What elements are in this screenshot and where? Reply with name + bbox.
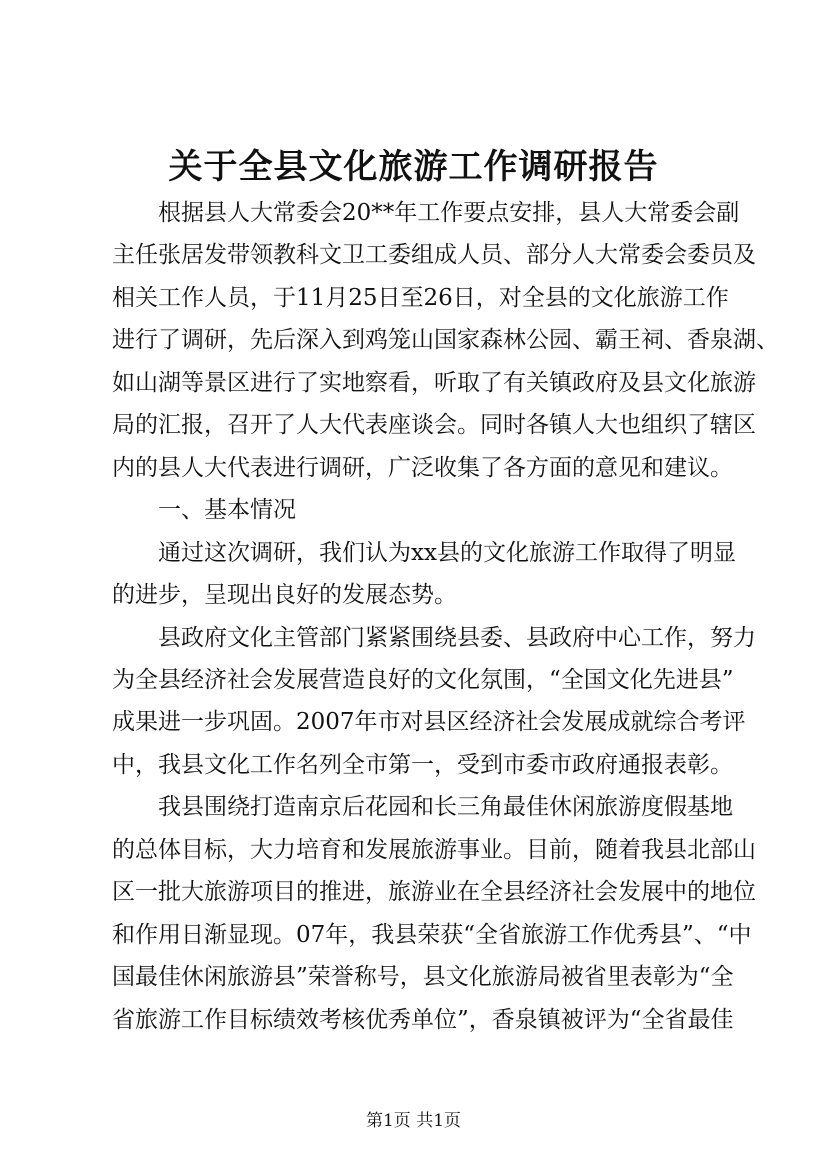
paragraph-1-line-6: 局的汇报，召开了人大代表座谈会。同时各镇人大也组织了辖区 bbox=[112, 412, 756, 438]
section-heading: 一、基本情况 bbox=[158, 497, 296, 523]
paragraph-4-line-5: 国最佳休闲旅游县”荣誉称号，县文化旅游局被省里表彰为“全 bbox=[112, 964, 734, 990]
paragraph-1-line-2: 主任张居发带领教科文卫工委组成人员、部分人大常委会委员及 bbox=[112, 242, 756, 268]
paragraph-3-line-4: 中，我县文化工作名列全市第一，受到市委市政府通报表彰。 bbox=[112, 752, 733, 778]
paragraph-4-line-6: 省旅游工作目标绩效考核优秀单位”，香泉镇被评为“全省最佳 bbox=[112, 1007, 734, 1033]
paragraph-4-line-2: 的总体目标，大力培育和发展旅游事业。目前，随着我县北部山 bbox=[112, 837, 756, 863]
paragraph-3-line-2: 为全县经济社会发展营造良好的文化氛围，“全国文化先进县” bbox=[112, 667, 734, 693]
document-title: 关于全县文化旅游工作调研报告 bbox=[168, 147, 659, 187]
paragraph-3-line-1: 县政府文化主管部门紧紧围绕县委、县政府中心工作，努力 bbox=[158, 625, 756, 651]
page-footer: 第1页 共1页 bbox=[365, 1111, 462, 1131]
paragraph-4-line-3: 区一批大旅游项目的推进，旅游业在全县经济社会发展中的地位 bbox=[112, 879, 756, 905]
paragraph-1-line-7: 内的县人大代表进行调研，广泛收集了各方面的意见和建议。 bbox=[112, 455, 733, 481]
paragraph-1-line-1: 根据县人大常委会20**年工作要点安排，县人大常委会副 bbox=[158, 200, 740, 226]
paragraph-4-line-4: 和作用日渐显现。07年，我县荣获“全省旅游工作优秀县”、“中 bbox=[112, 922, 752, 948]
paragraph-1-line-4: 进行了调研，先后深入到鸡笼山国家森林公园、霸王祠、香泉湖、 bbox=[112, 327, 779, 353]
paragraph-4-line-1: 我县围绕打造南京后花园和长三角最佳休闲旅游度假基地 bbox=[158, 794, 733, 820]
paragraph-1-line-3: 相关工作人员，于11月25日至26日，对全县的文化旅游工作 bbox=[112, 285, 729, 311]
paragraph-2-line-2: 的进步，呈现出良好的发展态势。 bbox=[112, 582, 457, 608]
paragraph-2-line-1: 通过这次调研，我们认为xx县的文化旅游工作取得了明显 bbox=[158, 540, 736, 566]
paragraph-3-line-3: 成果进一步巩固。2007年市对县区经济社会发展成就综合考评 bbox=[112, 709, 746, 735]
paragraph-1-line-5: 如山湖等景区进行了实地察看，听取了有关镇政府及县文化旅游 bbox=[112, 370, 756, 396]
